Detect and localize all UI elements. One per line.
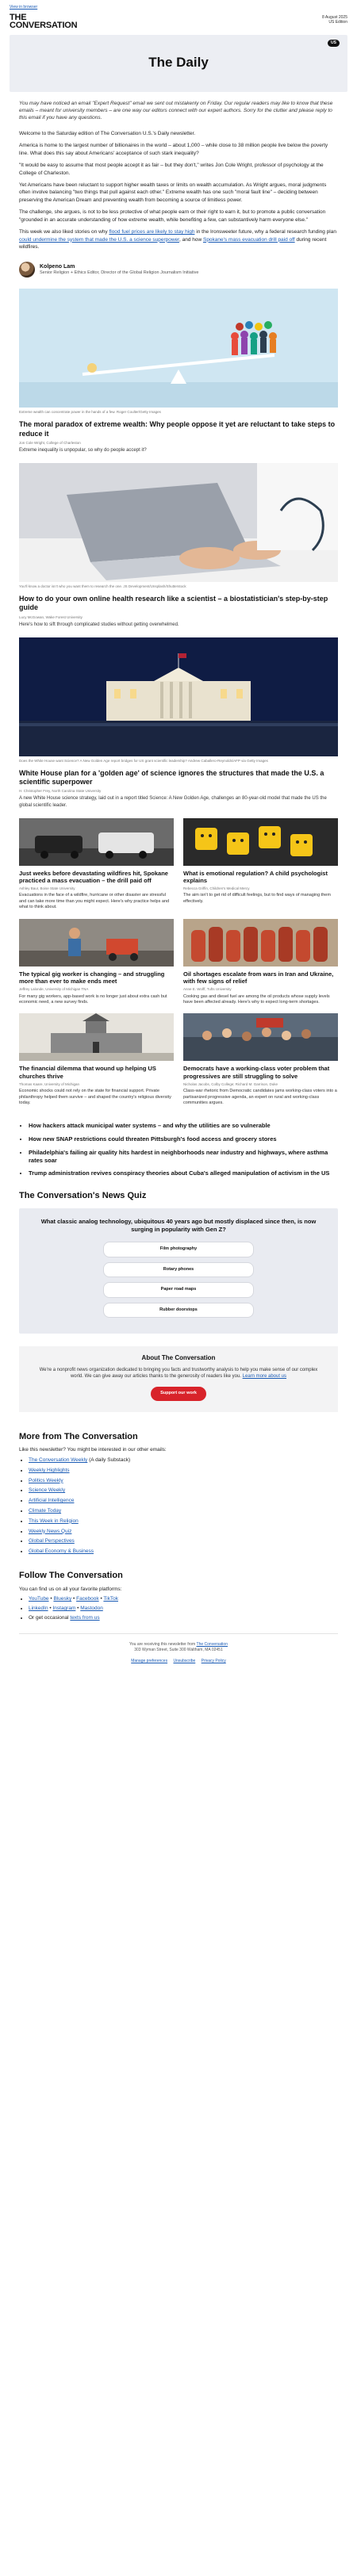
avatar — [19, 262, 35, 278]
quiz-question: What classic analog technology, ubiquitous 40 years ago but mostly displaced since then, is now surging in popularity with Gen Z? — [40, 1218, 317, 1234]
article-title[interactable]: What is emotional regulation? A child psychologist explains — [183, 869, 328, 884]
daily-banner — [10, 35, 347, 92]
article-description: Cooking gas and diesel fuel are among the oil products whose supply levels have been affected already. Here's why to expect long-term shortages. — [183, 993, 330, 1005]
masthead — [0, 10, 357, 35]
facebook-link[interactable]: Facebook — [76, 1596, 99, 1602]
article-image[interactable] — [19, 1013, 174, 1061]
newsletter-link[interactable]: Weekly News Quiz — [29, 1528, 72, 1534]
article-title[interactable]: How to do your own online health research like a scientist – a biostatistician's step-by-step guide — [19, 595, 328, 612]
unsubscribe-link[interactable]: Unsubscribe — [173, 1658, 196, 1663]
view-in-browser-link[interactable] — [0, 0, 357, 10]
letter-paragraph: Welcome to the Saturday edition of The Conversation U.S.'s Daily newsletter. — [19, 130, 196, 136]
article-image[interactable] — [19, 919, 174, 966]
text-span: in the Ironsweeter future, why a federal research funding plan — [194, 229, 336, 235]
grid-article[interactable] — [183, 818, 338, 919]
newsletter-item — [29, 1538, 338, 1545]
text-span: during recent wildfires. — [19, 236, 327, 250]
letter-paragraph: America is home to the largest number of billionaires in the world – about 1,000 – while close to 38 million people live below the poverty line. What does this say about Americans' acceptance of such stark inequality? — [19, 143, 328, 156]
text-span: We're a nonprofit news organization dedicated to bringing you facts and trustworthy analysis to help you make sense of our complex world. We can give away our articles thanks to the generosity of readers like you. — [39, 1367, 318, 1380]
about-section — [19, 1346, 338, 1412]
author-name[interactable]: Kolpeno Lam — [40, 263, 75, 270]
hero-article[interactable] — [19, 463, 338, 634]
article-byline: Nicholas Jacobs, Colby College; Richard M. Garrison, Duke — [183, 1082, 278, 1087]
linkedin-link[interactable]: LinkedIn — [29, 1606, 48, 1612]
article-title[interactable]: The moral paradox of extreme wealth: Why people oppose it yet are reluctant to take steps to reduce it — [19, 420, 336, 438]
traffic-illustration — [19, 818, 174, 866]
conversation-link[interactable]: The Conversation — [196, 1641, 228, 1647]
article-byline: Lucy McGowan, Wake Forest University — [19, 614, 83, 619]
logo-line-2: CONVERSATION — [10, 21, 78, 31]
logo-line-1: THE — [10, 12, 27, 22]
footer-address: 303 Wyman Street, Suite 300 Waltham, MA 02451 — [134, 1648, 223, 1653]
article-title[interactable]: The typical gig worker is changing – and struggling more than ever to make ends meet — [19, 970, 165, 986]
article-description: Here's how to sift through complicated studies without getting overwhelmed. — [19, 622, 179, 627]
article-description: Evacuations in the face of a wildfire, hurricane or other disaster are stressful and can take more time than you might expect. Here's why practice helps and what to think about. — [19, 893, 170, 910]
text-span: Or get occasional — [29, 1614, 71, 1621]
article-description: For many gig workers, app-based work is no longer just about extra cash but economic need, a new survey finds. — [19, 993, 167, 1005]
article-byline: Rebecca Griffin, Children's Medical Mercy — [183, 886, 250, 891]
quiz-heading: The Conversation's News Quiz — [19, 1191, 147, 1201]
article-title[interactable]: Just weeks before devastating wildfires hit, Spokane practiced a mass evacuation – the drill paid off — [19, 869, 168, 884]
white-house-illustration — [19, 637, 338, 756]
grid-article[interactable] — [19, 1013, 174, 1114]
article-title[interactable]: Oil shortages escalate from wars in Iran and Ukraine, with few signs of relief — [183, 970, 334, 986]
image-caption: Extreme wealth can concentrate power in the hands of a few. Roger Coulter/Getty Images — [19, 410, 161, 415]
follow-heading: Follow The Conversation — [19, 1570, 123, 1580]
newsletter-link[interactable]: Science Weekly — [29, 1487, 66, 1494]
article-image[interactable] — [183, 1013, 338, 1061]
view-in-browser-anchor[interactable]: View in browser — [10, 5, 38, 10]
quiz-option-button[interactable]: Film photography — [103, 1242, 254, 1257]
newsletter-link[interactable]: This Week in Religion — [29, 1518, 79, 1524]
newsletter-item — [29, 1529, 338, 1536]
story-link[interactable]: • Trump administration revives conspiracy theories about Cuba's alleged manipulation of activism in the US — [29, 1169, 338, 1177]
support-button[interactable]: Support our work — [151, 1387, 206, 1400]
edition-label: US Edition — [328, 20, 347, 25]
editor-signature — [0, 258, 357, 285]
social-list — [29, 1596, 338, 1621]
instagram-link[interactable]: Instagram — [52, 1606, 76, 1612]
social-row: • YouTube • Bluesky • Facebook • TikTok — [29, 1596, 338, 1603]
text-span: You are receiving this newsletter from — [129, 1641, 197, 1647]
article-image[interactable] — [19, 818, 174, 866]
letter-paragraph — [19, 228, 338, 251]
newsletter-item — [29, 1498, 338, 1505]
newsletter-item — [29, 1508, 338, 1515]
seesaw-illustration — [19, 289, 338, 408]
article-byline: Ashley Baur, Boise State University — [19, 886, 75, 891]
text-span: (A daily Substack) — [87, 1457, 131, 1464]
newsletter-list — [29, 1457, 338, 1556]
quiz-option-button[interactable]: Rubber doorstops — [103, 1303, 254, 1318]
more-heading: More from The Conversation — [19, 1431, 138, 1441]
newsletter-link[interactable]: Global Perspectives — [29, 1538, 75, 1544]
quiz-option-button[interactable]: Rotary phones — [103, 1262, 254, 1277]
follow-intro: You can find us on all your favorite platforms: — [19, 1586, 122, 1592]
grid-article[interactable] — [183, 1013, 338, 1114]
grid-article[interactable] — [183, 919, 338, 1014]
article-description: Extreme inequality is unpopular, so why do people accept it? — [19, 448, 147, 453]
divider — [19, 1633, 338, 1634]
newsletter-link[interactable]: Weekly Highlights — [29, 1467, 70, 1473]
privacy-policy-link[interactable]: Privacy Policy — [201, 1658, 226, 1663]
letter-paragraph: The challenge, she argues, is not to be less protective of what people earn or their right to earn it, but to promote a public conversation "grounded in an accurate understanding of how extreme wealth, while benefiting a few, can substantively harm everyone else." — [19, 209, 326, 223]
church-illustration — [19, 1013, 174, 1061]
gas-cylinders-illustration — [183, 919, 338, 966]
image-caption: Does the White House want Science? A New Golden Age report bridges for US grant scientific leadership? Andrew Caballero-Reynolds/AFP via Getty Images — [19, 758, 268, 763]
grid-article[interactable] — [19, 818, 174, 919]
article-byline: Jeffrey Lalonde, University of Michigan TNA — [19, 987, 89, 992]
hero-article[interactable] — [19, 289, 338, 460]
newsletter-item — [29, 1487, 338, 1495]
article-description: A new White House science strategy, laid out in a report titled Science: A New Golden Age, challenges an 80-year-old model that made the US the global scientific leader. — [19, 796, 327, 808]
newsletter-link[interactable]: The Conversation Weekly — [29, 1457, 88, 1464]
inline-link[interactable]: Spokane's mass evacuation drill paid off — [202, 236, 295, 243]
footer-sender — [0, 1642, 357, 1648]
newsletter-link[interactable]: Artificial Intelligence — [29, 1498, 75, 1504]
newsletter-item — [29, 1468, 338, 1475]
more-intro: Like this newsletter? You might be interested in our other emails: — [19, 1447, 167, 1453]
story-link[interactable]: • How new SNAP restrictions could threaten Pittsburgh's food access and grocery stores — [29, 1135, 338, 1143]
more-stories-list — [29, 1122, 338, 1177]
inline-link[interactable]: flood fuel prices are likely to stay high — [109, 229, 195, 235]
youtube-link[interactable]: YouTube — [29, 1596, 49, 1602]
social-row — [29, 1615, 338, 1622]
story-link[interactable]: • Philadelphia's failing air quality hits hardest in neighborhoods near industry and highways, where asthma rates soar — [29, 1149, 338, 1165]
editor-letter — [0, 127, 357, 258]
article-title[interactable]: The financial dilemma that wound up helping US churches thrive — [19, 1065, 156, 1080]
edition-badge: US — [328, 40, 340, 48]
footer-links — [0, 1659, 357, 1665]
article-description: The aim isn't to get rid of difficult feelings, but to find ways of managing them effectively. — [183, 893, 331, 904]
image-caption: You'll know a doctor isn't who you want them to research the one. JS Development/Unsplash/Shutterstock — [19, 584, 186, 589]
newsletter-item — [29, 1518, 338, 1525]
newsletter-item — [29, 1548, 338, 1556]
newsletter-link[interactable]: Politics Weekly — [29, 1477, 63, 1483]
social-row: • LinkedIn • Instagram • Mastodon — [29, 1606, 338, 1613]
issue-date: 8 August 2025 — [322, 14, 347, 20]
article-image[interactable] — [19, 463, 338, 582]
article-image[interactable] — [183, 818, 338, 866]
hero-article[interactable] — [19, 637, 338, 815]
letter-paragraph: Yet Americans have been reluctant to support higher wealth taxes or limits on wealth accumulation. As Wright argues, moral judgments often involve balancing "two things that pull against each other." Extreme wealth has one such "moral fault line" – deciding between preserving the American Dream and preventing wealth from becoming a source of limitless power. — [19, 182, 327, 203]
article-title[interactable]: White House plan for a 'golden age' of science ignores the structures that made the U.S. a scientific superpower — [19, 768, 324, 787]
footer — [0, 1642, 357, 1665]
newsletter-title: The Daily — [148, 55, 209, 71]
article-grid — [19, 818, 338, 1115]
quiz-option-button[interactable]: Paper road maps — [103, 1282, 254, 1297]
author-role: Senior Religion + Ethics Editor, Director of the Global Religion Journalism Initiative — [40, 270, 199, 276]
article-byline: Jon Cole Wright, College of Charleston — [19, 440, 81, 445]
article-byline: Thomas Kaare, University of Michigan — [19, 1082, 80, 1087]
crowd-illustration — [183, 1013, 338, 1061]
text-span: , and how — [178, 236, 203, 243]
texts-link[interactable]: texts from us — [70, 1614, 100, 1621]
text-span: This week we also liked stories on why — [19, 229, 109, 235]
article-title[interactable]: Democrats have a working-class voter problem that progressives are still struggling to solve — [183, 1065, 330, 1080]
letter-paragraph: "It would be easy to assume that most people accept it as fair – but they don't," writes Jon Cole Wright, professor of psychology at the College of Charleston. — [19, 163, 324, 176]
article-image[interactable] — [19, 289, 338, 408]
emoji-dice-illustration — [183, 818, 338, 866]
tiktok-link[interactable]: TikTok — [103, 1596, 118, 1602]
article-image[interactable] — [19, 637, 338, 756]
about-text — [38, 1367, 319, 1380]
story-link[interactable]: • How hackers attack municipal water systems – and why the utilities are so vulnerable — [29, 1122, 338, 1130]
newsletter-item — [29, 1478, 338, 1485]
bluesky-link[interactable]: Bluesky — [53, 1596, 72, 1602]
manage-preferences-link[interactable]: Manage preferences — [131, 1658, 168, 1663]
grid-article[interactable] — [19, 919, 174, 1014]
newsletter-link[interactable]: Global Economy & Business — [29, 1548, 94, 1555]
intro-note: You may have noticed an email "Expert Request" email we sent out mistakenly on Friday. Our regular readers may like to know that these emails – meant for university members – are one way our editors connect with our expert authors. Sorry for the clutter and please reply to this email if you have any questions. — [19, 100, 333, 121]
laptop-illustration — [19, 463, 338, 582]
mastodon-link[interactable]: Mastodon — [80, 1606, 103, 1612]
date-block — [322, 13, 347, 25]
newsletter-item — [29, 1457, 338, 1464]
learn-more-link[interactable]: Learn more about us — [242, 1374, 287, 1380]
news-quiz — [19, 1208, 338, 1334]
article-description: Economic shocks could not rely on the state for financial support. Private philanthropy helped them survive – and shaped the country's religious diversity today. — [19, 1089, 171, 1106]
newsletter-link[interactable]: Climate Today — [29, 1508, 62, 1514]
article-byline: Anne E. Wolff, Tufts University — [183, 987, 232, 992]
article-byline: H. Christopher Frey, North Carolina State University — [19, 789, 102, 794]
conversation-logo[interactable] — [10, 13, 77, 30]
inline-link[interactable]: could undermine the system that made the U.S. a science superpower — [19, 236, 179, 243]
article-description: Class-war rhetoric from Democratic candidates jams working-class voters into a partisanized progressive agenda, an expert on rural and working-class communities argues. — [183, 1089, 337, 1106]
about-heading: About The Conversation — [141, 1353, 216, 1361]
gig-worker-illustration — [19, 919, 174, 966]
article-image[interactable] — [183, 919, 338, 966]
